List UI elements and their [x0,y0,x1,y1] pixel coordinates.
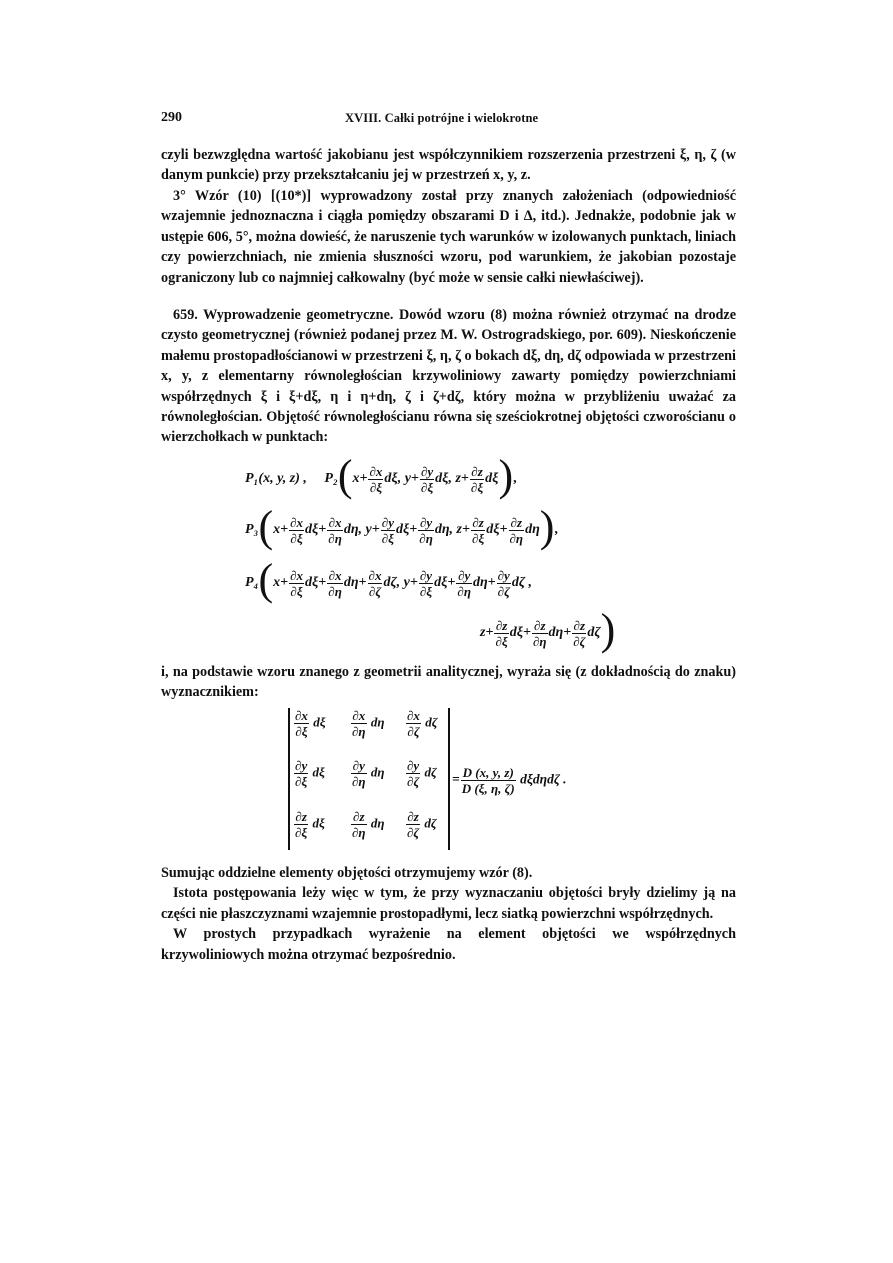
page-number: 290 [161,110,182,125]
jacobian-rhs: = $\frac{D (x, y, z)}{D (\xi, \eta, \zeta)}$ dξdηdζ . [452,765,567,796]
closing-paragraphs [161,863,736,965]
section-659 [161,305,736,448]
point-p2-label: P₂ [324,471,338,487]
formula-p4: P₄(x+ $\frac{\partial x}{\partial\xi}$ dξ+ $\frac{\partial x}{\partial\eta}$ dη+ $\frac{\partial x}{\partial\zeta}$ dζ, y+ $\frac{\partial y}{\partial\xi}$ dξ+ $\frac{\partial y}{\partial\eta}$ dη+ $\frac{\partial y}{\partial\zeta}$ dζ , [245,555,533,604]
intro-paragraph [161,145,736,186]
running-title: XVIII. Całki potrójne i wielokrotne [345,111,539,125]
point-p1: P₁(x, y, z) , [245,471,307,487]
point-p4-label: P₄ [245,575,259,591]
point-3-paragraph [161,186,736,288]
closing-p1: Sumując oddzielne elementy objętości otrzymujemy wzór (8). [161,865,533,881]
formula-p3: P₃(x+ $\frac{\partial x}{\partial\xi}$ dξ+ $\frac{\partial x}{\partial\eta}$ dη, y+ $\frac{\partial y}{\partial\xi}$ dξ+ $\frac{\partial y}{\partial\eta}$ dη, z+ $\frac{\partial z}{\partial\xi}$ dξ+ $\frac{\partial z}{\partial\eta}$ dη), [245,502,558,551]
rhs-denominator: D (ξ, η, ζ) [461,781,515,796]
formula-p4-cont: z+ $\frac{\partial z}{\partial\xi}$ dξ+ $\frac{\partial z}{\partial\eta}$ dη+ $\frac{\partial z}{\partial\zeta}$ dζ) [480,605,616,654]
closing-p2: Istota postępowania leży więc w tym, że przy wyznaczaniu objętości bryły dzielimy ją na części nie płaszczyznami wzajemnie prostopadłymi, lecz siatką powierzchni współrzędnych. [161,885,736,922]
point-3-text: 3° Wzór (10) [(10*)] wyprowadzony został przy znanych założeniach (odpowiedniość wzajemnie jednoznaczna i ciągła pomiędzy obszarami D i Δ, itd.). Jednakże, podobnie jak w ustępie 606, 5°, można dowieść, że naruszenie tych warunków w izolowanych punktach, liniach czy powierzchniach, nie zmienia słuszności wzoru, pod warunkiem, że jakobian pozostaje ograniczony lub co najmniej całkowalny (być może w sensie całki niewłaściwej). [161,188,736,286]
section-number: 659. [173,307,198,323]
rhs-differentials: dξdηdζ . [520,771,567,787]
det-left-bar [288,708,290,850]
rhs-numerator: D (x, y, z) [462,765,514,780]
after-points-text: i, na podstawie wzoru znanego z geometrii analitycznej, wyraża się (z dokładnością do znaku) wyznacznikiem: [161,664,736,701]
det-right-bar [448,708,450,850]
point-p3-label: P₃ [245,522,259,538]
section-text: Dowód wzoru (8) można również otrzymać na drodze czysto geometrycznej (również podanej przez M. W. Ostrogradskiego, por. 609). Nieskończenie małemu prostopadłościanowi w przestrzeni ξ, η, ζ o bokach dξ, dη, dζ odpowiada w przestrzeni x, y, z elementarny równoległościan krzywoliniowy zawarty pomiędzy powierzchniami współrzędnych ξ i ξ+dξ, η i η+dη, ζ i ζ+dζ, który można w przybliżeniu uważać za równoległościan. Objętość równoległościanu równa się sześciokrotnej objętości czworościanu o wierzchołkach w punktach: [161,307,737,446]
closing-p3: W prostych przypadkach wyrażenie na element objętości we współrzędnych krzywoliniowych można otrzymać bezpośrednio. [161,926,736,963]
after-points-paragraph [161,662,736,703]
section-title: Wyprowadzenie geometryczne. [203,307,394,323]
page-header [161,110,736,130]
intro-text: czyli bezwzględna wartość jakobianu jest współczynnikiem rozszerzenia przestrzeni ξ, η, ζ (w danym punkcie) przy przekształcaniu jej w przestrzeń x, y, z. [161,147,736,184]
formula-p1-p2: P₁(x, y, z) , P₂(x+ $\frac{\partial x}{\partial\xi}$ dξ, y+ $\frac{\partial y}{\partial\xi}$ dξ, z+ $\frac{\partial z}{\partial\xi}$ dξ), [245,451,517,500]
